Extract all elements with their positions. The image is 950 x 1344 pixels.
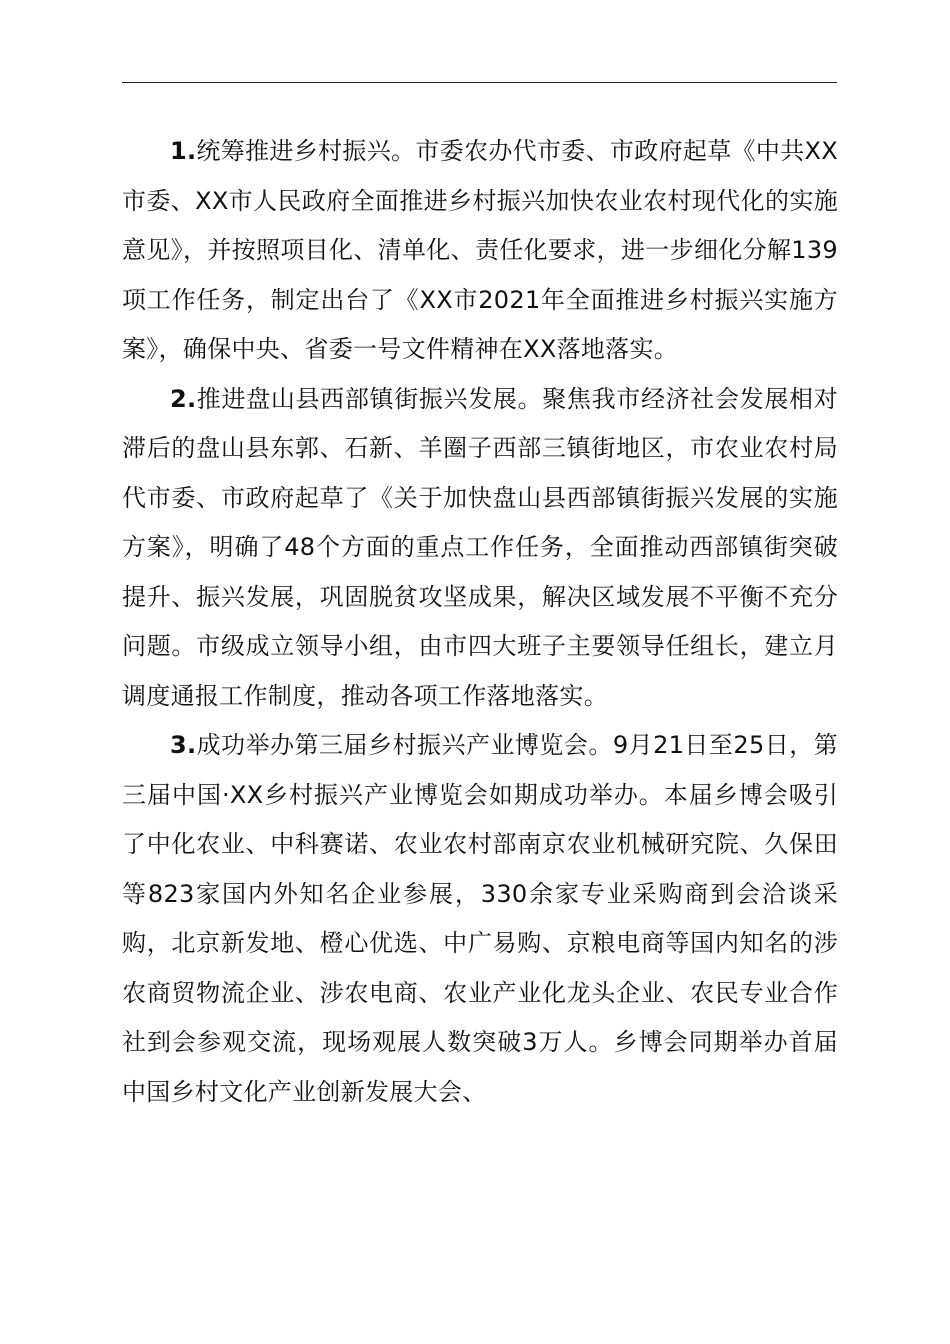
paragraph-1-number: 1.: [170, 137, 197, 165]
paragraph-2-number: 2.: [170, 384, 197, 413]
document-body: [122, 127, 838, 1117]
paragraph-3-number: 3.: [170, 731, 197, 759]
paragraph-3: [122, 721, 838, 1117]
header-rule: [122, 82, 837, 83]
paragraph-2-text: 推进盘山县西部镇街振兴发展。聚焦我市经济社会发展相对滞后的盘山县东郭、石新、羊圈子西部三镇街地区，市农业农村局代市委、市政府起草了《关于加快盘山县西部镇街振兴发展的实施方案》，明确了48个方面的重点工作任务，全面推动西部镇街突破提升、振兴发展，巩固脱贫攻坚成果，解决区域发展不平衡不充分问题。市级成立领导小组，由市四大班子主要领导任组长，建立月调度通报工作制度，推动各项工作落地落实。: [122, 384, 838, 710]
paragraph-1: [122, 127, 838, 375]
paragraph-2: [122, 375, 838, 722]
paragraph-3-text: 成功举办第三届乡村振兴产业博览会。9月21日至25日，第三届中国·XX乡村振兴产业博览会如期成功举办。本届乡博会吸引了中化农业、中科赛诺、农业农村部南京农业机械研究院、久保田等823家国内外知名企业参展，330余家专业采购商到会洽谈采购，北京新发地、橙心优选、中广易购、京粮电商等国内知名的涉农商贸物流企业、涉农电商、农业产业化龙头企业、农民专业合作社到会参观交流，现场观展人数突破3万人。乡博会同期举办首届中国乡村文化产业创新发展大会、: [122, 731, 838, 1106]
paragraph-1-text: 统筹推进乡村振兴。市委农办代市委、市政府起草《中共XX市委、XX市人民政府全面推进乡村振兴加快农业农村现代化的实施意见》，并按照项目化、清单化、责任化要求，进一步细化分解139项工作任务，制定出台了《XX市2021年全面推进乡村振兴实施方案》，确保中央、省委一号文件精神在XX落地落实。: [122, 137, 838, 363]
